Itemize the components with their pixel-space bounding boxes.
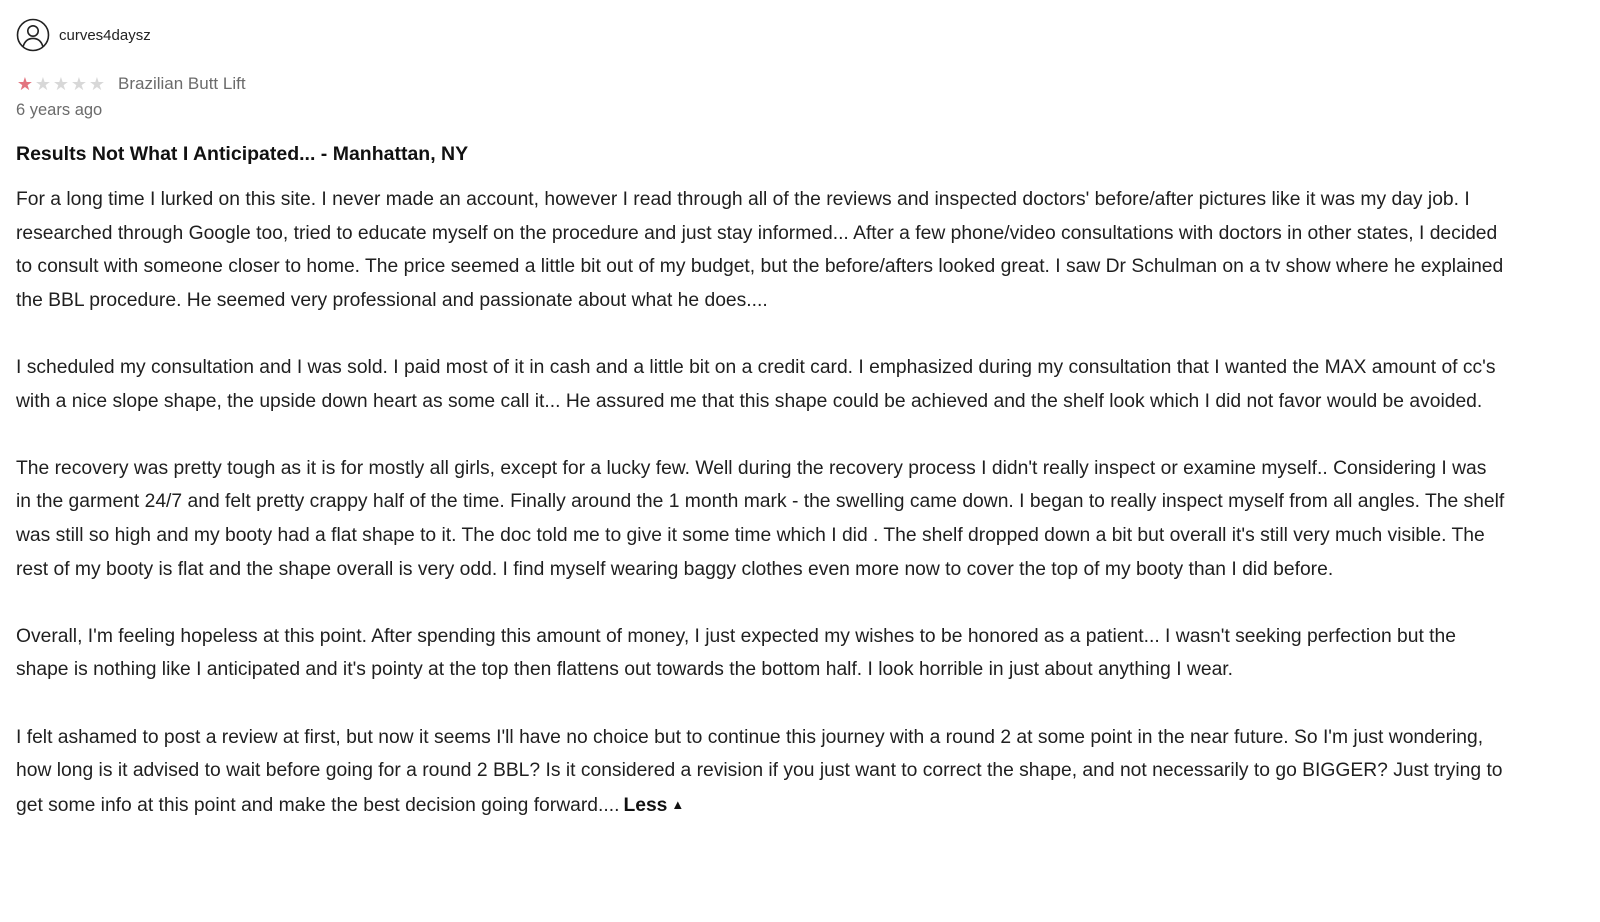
review-body (16, 183, 1506, 822)
star-rating (16, 75, 106, 93)
star-icon-1: ★ (16, 74, 34, 94)
review-paragraph-2: I scheduled my consultation and I was sold. I paid most of it in cash and a little bit on a credit card. I emphasized during my consultation that I wanted the MAX amount of cc's with a nice slope shape, the upside down heart as some call it... He assured me that this shape could be achieved and the shelf look which I did not favor would be avoided. (16, 356, 1496, 412)
less-toggle-button[interactable] (623, 795, 684, 816)
user-circle-icon[interactable] (16, 18, 50, 52)
review-paragraph-5-text: I felt ashamed to post a review at first, but now it seems I'll have no choice but to continue this journey with a round 2 at some point in the near future. So I'm just wondering, how long is it advised to wait before going for a round 2 BBL? Is it considered a revision if you just want to correct the shape, and not necessarily to go BIGGER? Just trying to get some info at this point and make the best decision going forward.... (16, 726, 1503, 816)
star-icon-2: ★ (34, 74, 52, 94)
caret-up-icon: ▲ (671, 796, 685, 812)
star-icon-3: ★ (52, 74, 70, 94)
star-icon-5: ★ (88, 74, 106, 94)
procedure-link[interactable]: Brazilian Butt Lift (118, 74, 246, 93)
review-paragraph-5 (16, 721, 1506, 823)
review-paragraph-4: Overall, I'm feeling hopeless at this point. After spending this amount of money, I just expected my wishes to be honored as a patient... I wasn't seeking perfection but the shape is nothing like I anticipated and it's pointy at the top then flattens out towards the bottom half. I look horrible in just about anything I wear. (16, 625, 1456, 681)
less-label: Less (623, 794, 668, 816)
review-paragraph-3: The recovery was pretty tough as it is for mostly all girls, except for a lucky few. Well during the recovery process I didn't really inspect or examine myself.. Considering I was in the garment 24/7 and felt pretty crappy half of the time. Finally around the 1 month mark - the swelling came down. I began to really inspect myself from all angles. The shelf was still so high and my booty had a flat shape to it. The doc told me to give it some time which I did . The shelf dropped down a bit but overall it's still very much visible. The rest of my booty is flat and the shape overall is very odd. I find myself wearing baggy clothes even more now to cover the top of my booty than I did before. (16, 457, 1505, 580)
review-author (16, 17, 1600, 53)
author-username[interactable]: curves4daysz (59, 26, 151, 44)
review-title: Results Not What I Anticipated... - Manhattan, NY (16, 143, 469, 165)
review-meta (16, 73, 1600, 95)
star-icon-4: ★ (70, 74, 88, 94)
review-paragraph-1: For a long time I lurked on this site. I never made an account, however I read through all of the reviews and inspected doctors' before/after pictures like it was my day job. I researched through Google too, tried to educate myself on the procedure and just stay informed... After a few phone/video consultations with doctors in other states, I decided to consult with someone closer to home. The price seemed a little bit out of my budget, but the before/afters looked great. I saw Dr Schulman on a tv show where he explained the BBL procedure. He seemed very professional and passionate about what he does.... (16, 189, 1504, 311)
review-timestamp: 6 years ago (16, 101, 103, 119)
